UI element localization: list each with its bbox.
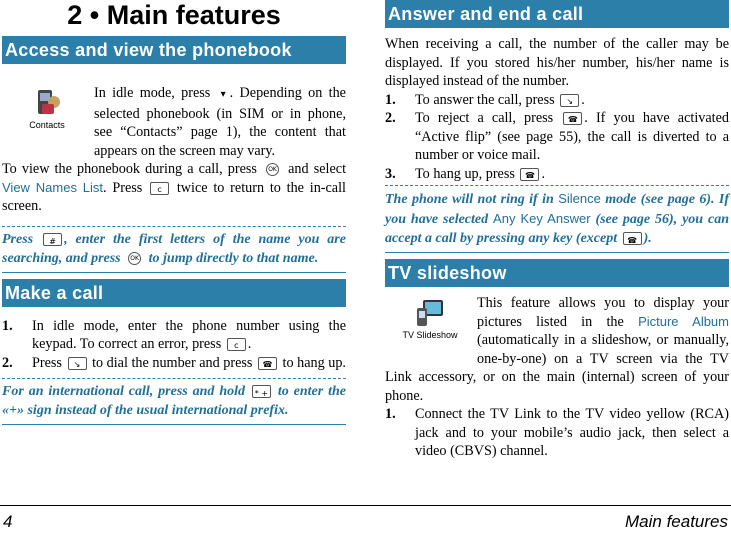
end-key-icon: ☎: [563, 112, 582, 125]
list-item: 3. To hang up, press ☎ .: [385, 165, 545, 182]
phonebook-tip: Press # , enter the first letters of the name you are searching, and press OK to jump directly to that name.: [2, 226, 346, 273]
phonebook-paragraph-2: To view the phonebook during a call, press OK and select View Names List. Press c twice to return to the in-call screen.: [2, 161, 347, 214]
list-item: 1. In idle mode, enter the phone number using the keypad. To correct an error, press c .: [2, 317, 346, 352]
section-heading-answer-call: Answer and end a call: [385, 0, 729, 28]
list-item: 1. Connect the TV Link to the TV video yellow (RCA) jack and to your mobile’s audio jack, then select a video (CBVS) channel.: [385, 406, 729, 459]
running-title: Main features: [625, 512, 728, 531]
c-key-icon: c: [227, 338, 246, 351]
end-key-icon: ☎: [258, 357, 277, 370]
tv-slideshow-caption: TV Slideshow: [402, 330, 458, 340]
c-key-icon: c: [150, 182, 169, 195]
end-key-icon: ☎: [623, 232, 642, 245]
picture-album-option: Picture Album: [638, 313, 729, 329]
answer-steps: [385, 91, 729, 184]
tv-steps: [385, 405, 729, 461]
silence-mode-tip: The phone will not ring if in Silence mode (see page 6). If you have selected Any Key Answer (see page 56), you can accept a call by pressing any key (except ☎ ).: [385, 185, 729, 253]
answer-paragraph-1: When receiving a call, the number of the caller may be displayed. If you stored his/her number, his/her name is displayed instead of the number.: [385, 36, 729, 89]
chapter-title: 2 • Main features: [67, 0, 281, 30]
send-key-icon: ↘: [560, 94, 579, 107]
right-column: [385, 0, 729, 461]
section-heading-make-call: Make a call: [2, 279, 346, 307]
tv-paragraph-1: This feature allows you to display your pictures listed in the Picture Album (automatically in a slideshow, or manually, one-by-one) on a TV screen via the TV Link accessory, or on the main (internal) screen of your phone.: [385, 295, 729, 404]
make-call-steps: [2, 317, 346, 373]
list-item: 1. To answer the call, press ↘ .: [385, 91, 585, 108]
view-names-list-option: View Names List: [2, 179, 104, 195]
silence-option: Silence: [558, 191, 601, 206]
contacts-icon-caption: Contacts: [29, 120, 65, 130]
any-key-answer-option: Any Key Answer: [493, 211, 591, 226]
list-item: 2. Press ↘ to dial the number and press ☎ to hang up.: [2, 354, 346, 371]
phonebook-paragraph-1: In idle mode, press ▾ . Depending on the selected phonebook (in SIM or in phone, see “Contacts” page 1), the content that appears on the screen may vary.: [94, 85, 346, 159]
section-heading-tv-slideshow: TV slideshow: [385, 259, 729, 287]
star-key-icon: * +: [252, 385, 271, 398]
page-number: 4: [3, 512, 13, 531]
send-key-icon: ↘: [68, 357, 87, 370]
contacts-phone-icon: [32, 88, 62, 120]
section-heading-phonebook: Access and view the phonebook: [2, 36, 346, 64]
page-footer: [0, 505, 731, 533]
down-key-icon: ▾: [220, 89, 226, 100]
international-call-tip: For an international call, press and hold * + to enter the «+» sign instead of the usual international prefix.: [2, 378, 346, 425]
tv-slideshow-icon: [385, 294, 477, 354]
hash-key-icon: #: [43, 233, 62, 246]
ok-key-icon: OK: [128, 252, 141, 265]
left-column: [2, 0, 346, 425]
list-item: 2. To reject a call, press ☎ . If you have activated “Active flip” (see page 55), the call is diverted to a number or voice mail.: [385, 110, 729, 163]
contacts-icon: [2, 84, 94, 144]
ok-key-icon: OK: [266, 163, 279, 176]
tv-screen-icon: [415, 298, 445, 328]
end-key-icon: ☎: [520, 168, 539, 181]
